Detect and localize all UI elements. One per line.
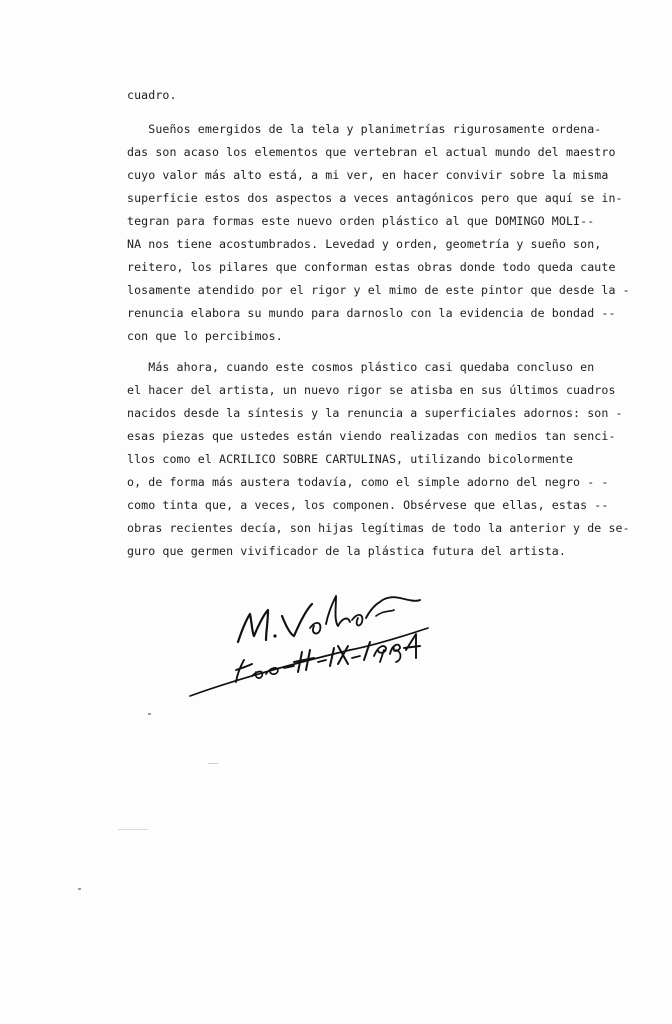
paragraph-line: como tinta que, a veces, los componen. Obsérvese que ellas, estas -- — [127, 498, 609, 512]
paper-speck — [118, 829, 148, 830]
handwritten-signature — [180, 570, 440, 720]
paper-speck — [148, 713, 151, 715]
paragraph-line: el hacer del artista, un nuevo rigor se atisba en sus últimos cuadros — [127, 383, 616, 397]
paragraph-line: obras recientes decía, son hijas legítimas de todo la anterior y de se- — [127, 521, 630, 535]
paper-speck — [208, 763, 218, 764]
paragraph-line: tegran para formas este nuevo orden plástico al que DOMINGO MOLI-- — [127, 214, 595, 228]
paragraph-line: nacidos desde la síntesis y la renuncia a superficiales adornos: son - — [127, 406, 623, 420]
paper-speck — [78, 888, 81, 890]
paragraph-line: superficie estos dos aspectos a veces antagónicos pero que aquí se in- — [127, 191, 623, 205]
paragraph-line: esas piezas que ustedes están viendo realizadas con medios tan senci- — [127, 429, 616, 443]
paragraph-line: con que lo percibimos. — [127, 329, 283, 343]
paragraph-line: cuadro. — [127, 88, 177, 102]
paragraph-line: das son acaso los elementos que vertebran el actual mundo del maestro — [127, 145, 616, 159]
paragraph-line: Más ahora, cuando este cosmos plástico casi quedaba concluso en — [127, 360, 595, 374]
paragraph-line: guro que germen vivificador de la plástica futura del artista. — [127, 544, 566, 558]
paragraph-line: losamente atendido por el rigor y el mimo de este pintor que desde la - — [127, 283, 630, 297]
paragraph-line: NA nos tiene acostumbrados. Levedad y orden, geometría y sueño son, — [127, 237, 602, 251]
paragraph-line: Sueños emergidos de la tela y planimetrías rigurosamente ordena- — [127, 122, 602, 136]
paragraph-line: cuyo valor más alto está, a mi ver, en hacer convivir sobre la misma — [127, 168, 609, 182]
paragraph-line: reitero, los pilares que conforman estas obras donde todo queda caute — [127, 260, 616, 274]
paragraph-line: renuncia elabora su mundo para darnoslo con la evidencia de bondad -- — [127, 306, 616, 320]
paragraph-line: o, de forma más austera todavía, como el simple adorno del negro - - — [127, 475, 609, 489]
paragraph-line: llos como el ACRILICO SOBRE CARTULINAS, utilizando bicolormente — [127, 452, 574, 466]
